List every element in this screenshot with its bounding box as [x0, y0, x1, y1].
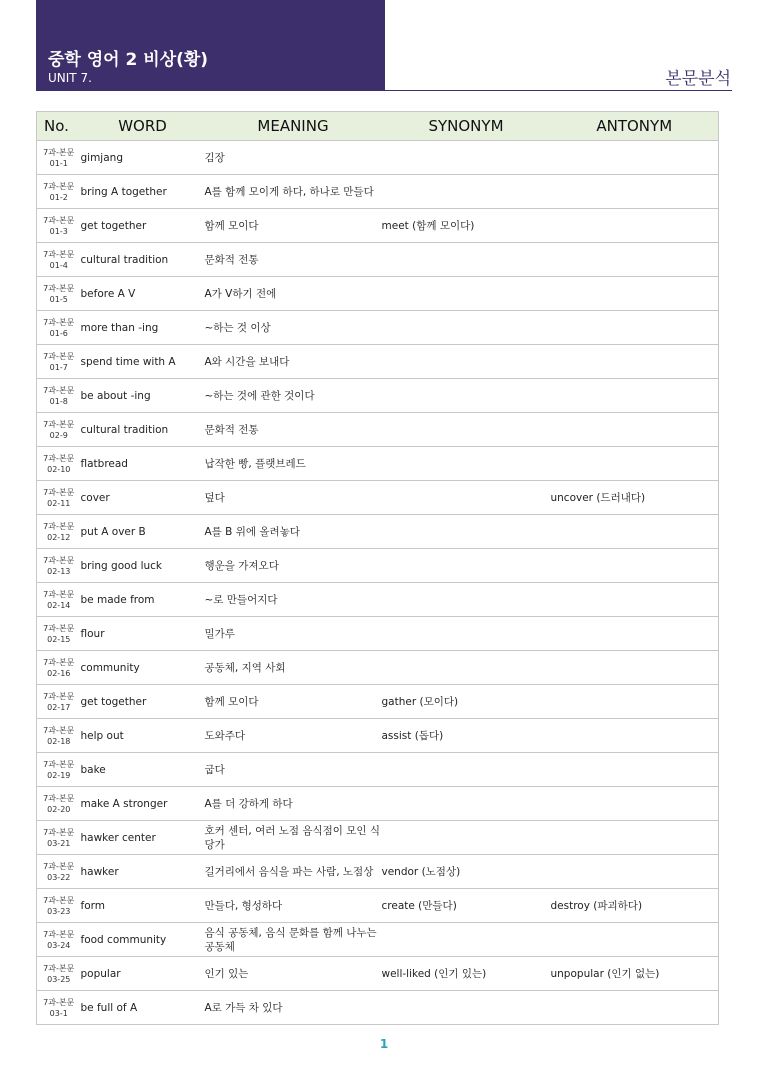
- row-index-label: 03-1: [49, 1008, 68, 1018]
- row-number-cell: [37, 957, 81, 991]
- synonym-cell: [382, 243, 551, 277]
- row-index-label: 01-2: [49, 192, 68, 202]
- synonym-cell: [382, 345, 551, 379]
- row-number-cell: [37, 379, 81, 413]
- meaning-cell: 함께 모이다: [205, 685, 382, 719]
- synonym-cell: [382, 277, 551, 311]
- meaning-cell: ~하는 것 이상: [205, 311, 382, 345]
- synonym-cell: assist (돕다): [382, 719, 551, 753]
- row-index-label: 01-3: [49, 226, 68, 236]
- table-row: [37, 481, 719, 515]
- column-header-antonym: ANTONYM: [551, 112, 719, 141]
- vocabulary-table: [36, 111, 719, 1025]
- row-lesson-label: 7과-본문: [43, 487, 75, 497]
- meaning-cell: 호커 센터, 여러 노점 음식점이 모인 식당가: [205, 821, 382, 855]
- antonym-cell: unpopular (인기 없는): [551, 957, 719, 991]
- meaning-cell: 문화적 전통: [205, 243, 382, 277]
- row-number-cell: [37, 923, 81, 957]
- meaning-cell: 음식 공동체, 음식 문화를 함께 나누는 공동체: [205, 923, 382, 957]
- table-row: [37, 515, 719, 549]
- antonym-cell: [551, 583, 719, 617]
- row-index-label: 01-4: [49, 260, 68, 270]
- table-row: [37, 753, 719, 787]
- word-cell: be about -ing: [81, 379, 205, 413]
- row-number-cell: [37, 617, 81, 651]
- row-number-cell: [37, 447, 81, 481]
- column-header-no: No.: [37, 112, 81, 141]
- column-header-meaning: MEANING: [205, 112, 382, 141]
- meaning-cell: 만들다, 형성하다: [205, 889, 382, 923]
- word-cell: bring A together: [81, 175, 205, 209]
- row-number-cell: [37, 855, 81, 889]
- synonym-cell: [382, 753, 551, 787]
- synonym-cell: [382, 447, 551, 481]
- meaning-cell: A를 B 위에 올려놓다: [205, 515, 382, 549]
- row-number-cell: [37, 481, 81, 515]
- row-number-cell: [37, 345, 81, 379]
- antonym-cell: [551, 685, 719, 719]
- table-row: [37, 379, 719, 413]
- word-cell: popular: [81, 957, 205, 991]
- antonym-cell: [551, 175, 719, 209]
- meaning-cell: 함께 모이다: [205, 209, 382, 243]
- row-number-cell: [37, 651, 81, 685]
- table-row: [37, 991, 719, 1025]
- row-index-label: 01-8: [49, 396, 68, 406]
- row-number-cell: [37, 311, 81, 345]
- antonym-cell: [551, 923, 719, 957]
- word-cell: hawker center: [81, 821, 205, 855]
- synonym-cell: meet (함께 모이다): [382, 209, 551, 243]
- table-row: [37, 923, 719, 957]
- synonym-cell: [382, 311, 551, 345]
- word-cell: gimjang: [81, 141, 205, 175]
- row-index-label: 01-7: [49, 362, 68, 372]
- row-lesson-label: 7과-본문: [43, 623, 75, 633]
- word-cell: be full of A: [81, 991, 205, 1025]
- table-row: [37, 447, 719, 481]
- row-index-label: 02-14: [47, 600, 71, 610]
- row-lesson-label: 7과-본문: [43, 691, 75, 701]
- antonym-cell: [551, 379, 719, 413]
- word-cell: help out: [81, 719, 205, 753]
- row-lesson-label: 7과-본문: [43, 929, 75, 939]
- word-cell: be made from: [81, 583, 205, 617]
- table-header-row: [37, 112, 719, 141]
- table-row: [37, 277, 719, 311]
- word-cell: spend time with A: [81, 345, 205, 379]
- row-number-cell: [37, 549, 81, 583]
- word-cell: put A over B: [81, 515, 205, 549]
- antonym-cell: [551, 515, 719, 549]
- row-number-cell: [37, 583, 81, 617]
- meaning-cell: A로 가득 차 있다: [205, 991, 382, 1025]
- table-row: [37, 957, 719, 991]
- table-row: [37, 685, 719, 719]
- row-lesson-label: 7과-본문: [43, 283, 75, 293]
- row-number-cell: [37, 821, 81, 855]
- meaning-cell: 행운을 가져오다: [205, 549, 382, 583]
- row-lesson-label: 7과-본문: [43, 861, 75, 871]
- meaning-cell: ~로 만들어지다: [205, 583, 382, 617]
- synonym-cell: [382, 379, 551, 413]
- table-row: [37, 413, 719, 447]
- meaning-cell: 인기 있는: [205, 957, 382, 991]
- row-index-label: 01-5: [49, 294, 68, 304]
- row-number-cell: [37, 413, 81, 447]
- row-number-cell: [37, 141, 81, 175]
- row-index-label: 01-1: [49, 158, 68, 168]
- word-cell: flatbread: [81, 447, 205, 481]
- table-row: [37, 889, 719, 923]
- synonym-cell: [382, 175, 551, 209]
- antonym-cell: [551, 719, 719, 753]
- antonym-cell: [551, 413, 719, 447]
- antonym-cell: [551, 549, 719, 583]
- antonym-cell: [551, 311, 719, 345]
- row-index-label: 03-25: [47, 974, 71, 984]
- row-index-label: 01-6: [49, 328, 68, 338]
- antonym-cell: [551, 855, 719, 889]
- column-header-synonym: SYNONYM: [382, 112, 551, 141]
- synonym-cell: [382, 923, 551, 957]
- row-lesson-label: 7과-본문: [43, 453, 75, 463]
- word-cell: get together: [81, 685, 205, 719]
- word-cell: get together: [81, 209, 205, 243]
- word-cell: cover: [81, 481, 205, 515]
- row-lesson-label: 7과-본문: [43, 249, 75, 259]
- row-number-cell: [37, 753, 81, 787]
- row-lesson-label: 7과-본문: [43, 759, 75, 769]
- word-cell: make A stronger: [81, 787, 205, 821]
- antonym-cell: [551, 617, 719, 651]
- table-row: [37, 141, 719, 175]
- table-row: [37, 651, 719, 685]
- meaning-cell: A를 더 강하게 하다: [205, 787, 382, 821]
- table-row: [37, 175, 719, 209]
- table-row: [37, 549, 719, 583]
- meaning-cell: 도와주다: [205, 719, 382, 753]
- word-cell: bring good luck: [81, 549, 205, 583]
- row-number-cell: [37, 515, 81, 549]
- row-lesson-label: 7과-본문: [43, 963, 75, 973]
- word-cell: more than -ing: [81, 311, 205, 345]
- unit-label: UNIT 7.: [48, 71, 92, 85]
- synonym-cell: create (만들다): [382, 889, 551, 923]
- row-lesson-label: 7과-본문: [43, 589, 75, 599]
- row-number-cell: [37, 889, 81, 923]
- row-lesson-label: 7과-본문: [43, 827, 75, 837]
- row-index-label: 02-19: [47, 770, 71, 780]
- antonym-cell: [551, 991, 719, 1025]
- row-number-cell: [37, 243, 81, 277]
- row-lesson-label: 7과-본문: [43, 351, 75, 361]
- synonym-cell: [382, 413, 551, 447]
- row-number-cell: [37, 719, 81, 753]
- row-lesson-label: 7과-본문: [43, 317, 75, 327]
- row-index-label: 02-12: [47, 532, 71, 542]
- synonym-cell: [382, 651, 551, 685]
- meaning-cell: 공동체, 지역 사회: [205, 651, 382, 685]
- table-row: [37, 583, 719, 617]
- section-label: 본문분석: [665, 69, 731, 89]
- synonym-cell: [382, 617, 551, 651]
- antonym-cell: [551, 651, 719, 685]
- row-index-label: 02-10: [47, 464, 71, 474]
- synonym-cell: well-liked (인기 있는): [382, 957, 551, 991]
- antonym-cell: [551, 821, 719, 855]
- meaning-cell: 납작한 빵, 플랫브레드: [205, 447, 382, 481]
- meaning-cell: A와 시간을 보내다: [205, 345, 382, 379]
- meaning-cell: 덮다: [205, 481, 382, 515]
- word-cell: before A V: [81, 277, 205, 311]
- synonym-cell: [382, 821, 551, 855]
- row-number-cell: [37, 685, 81, 719]
- table-row: [37, 311, 719, 345]
- column-header-word: WORD: [81, 112, 205, 141]
- word-cell: flour: [81, 617, 205, 651]
- antonym-cell: [551, 243, 719, 277]
- synonym-cell: [382, 583, 551, 617]
- row-index-label: 02-20: [47, 804, 71, 814]
- table-row: [37, 719, 719, 753]
- row-lesson-label: 7과-본문: [43, 385, 75, 395]
- table-row: [37, 345, 719, 379]
- synonym-cell: [382, 549, 551, 583]
- header-banner: [36, 0, 385, 91]
- page-number: 1: [379, 1037, 389, 1051]
- document-title: 중학 영어 2 비상(황): [48, 50, 209, 70]
- table-row: [37, 855, 719, 889]
- antonym-cell: uncover (드러내다): [551, 481, 719, 515]
- meaning-cell: 굽다: [205, 753, 382, 787]
- meaning-cell: A가 V하기 전에: [205, 277, 382, 311]
- row-lesson-label: 7과-본문: [43, 725, 75, 735]
- table-row: [37, 243, 719, 277]
- word-cell: hawker: [81, 855, 205, 889]
- row-index-label: 03-21: [47, 838, 71, 848]
- word-cell: form: [81, 889, 205, 923]
- meaning-cell: ~하는 것에 관한 것이다: [205, 379, 382, 413]
- row-lesson-label: 7과-본문: [43, 215, 75, 225]
- meaning-cell: A를 함께 모이게 하다, 하나로 만들다: [205, 175, 382, 209]
- synonym-cell: vendor (노점상): [382, 855, 551, 889]
- row-index-label: 02-13: [47, 566, 71, 576]
- row-lesson-label: 7과-본문: [43, 793, 75, 803]
- word-cell: cultural tradition: [81, 243, 205, 277]
- antonym-cell: [551, 141, 719, 175]
- synonym-cell: gather (모이다): [382, 685, 551, 719]
- row-index-label: 02-15: [47, 634, 71, 644]
- row-lesson-label: 7과-본문: [43, 555, 75, 565]
- table-row: [37, 209, 719, 243]
- table-row: [37, 787, 719, 821]
- word-cell: bake: [81, 753, 205, 787]
- table-row: [37, 617, 719, 651]
- row-lesson-label: 7과-본문: [43, 181, 75, 191]
- antonym-cell: [551, 787, 719, 821]
- synonym-cell: [382, 991, 551, 1025]
- row-lesson-label: 7과-본문: [43, 657, 75, 667]
- antonym-cell: [551, 447, 719, 481]
- row-lesson-label: 7과-본문: [43, 997, 75, 1007]
- synonym-cell: [382, 141, 551, 175]
- meaning-cell: 김장: [205, 141, 382, 175]
- row-index-label: 02-9: [49, 430, 68, 440]
- row-index-label: 02-11: [47, 498, 71, 508]
- meaning-cell: 밀가루: [205, 617, 382, 651]
- row-lesson-label: 7과-본문: [43, 521, 75, 531]
- row-index-label: 03-24: [47, 940, 71, 950]
- table-row: [37, 821, 719, 855]
- meaning-cell: 문화적 전통: [205, 413, 382, 447]
- row-number-cell: [37, 991, 81, 1025]
- row-index-label: 02-18: [47, 736, 71, 746]
- synonym-cell: [382, 515, 551, 549]
- row-number-cell: [37, 787, 81, 821]
- row-index-label: 03-23: [47, 906, 71, 916]
- antonym-cell: [551, 753, 719, 787]
- synonym-cell: [382, 787, 551, 821]
- header-divider: [385, 90, 732, 91]
- row-index-label: 03-22: [47, 872, 71, 882]
- antonym-cell: [551, 277, 719, 311]
- table-body: [37, 141, 719, 1025]
- row-index-label: 02-17: [47, 702, 71, 712]
- row-number-cell: [37, 277, 81, 311]
- row-number-cell: [37, 175, 81, 209]
- word-cell: food community: [81, 923, 205, 957]
- meaning-cell: 길거리에서 음식을 파는 사람, 노점상: [205, 855, 382, 889]
- word-cell: cultural tradition: [81, 413, 205, 447]
- antonym-cell: [551, 345, 719, 379]
- row-lesson-label: 7과-본문: [43, 147, 75, 157]
- row-number-cell: [37, 209, 81, 243]
- row-lesson-label: 7과-본문: [43, 419, 75, 429]
- antonym-cell: destroy (파괴하다): [551, 889, 719, 923]
- word-cell: community: [81, 651, 205, 685]
- row-index-label: 02-16: [47, 668, 71, 678]
- antonym-cell: [551, 209, 719, 243]
- row-lesson-label: 7과-본문: [43, 895, 75, 905]
- synonym-cell: [382, 481, 551, 515]
